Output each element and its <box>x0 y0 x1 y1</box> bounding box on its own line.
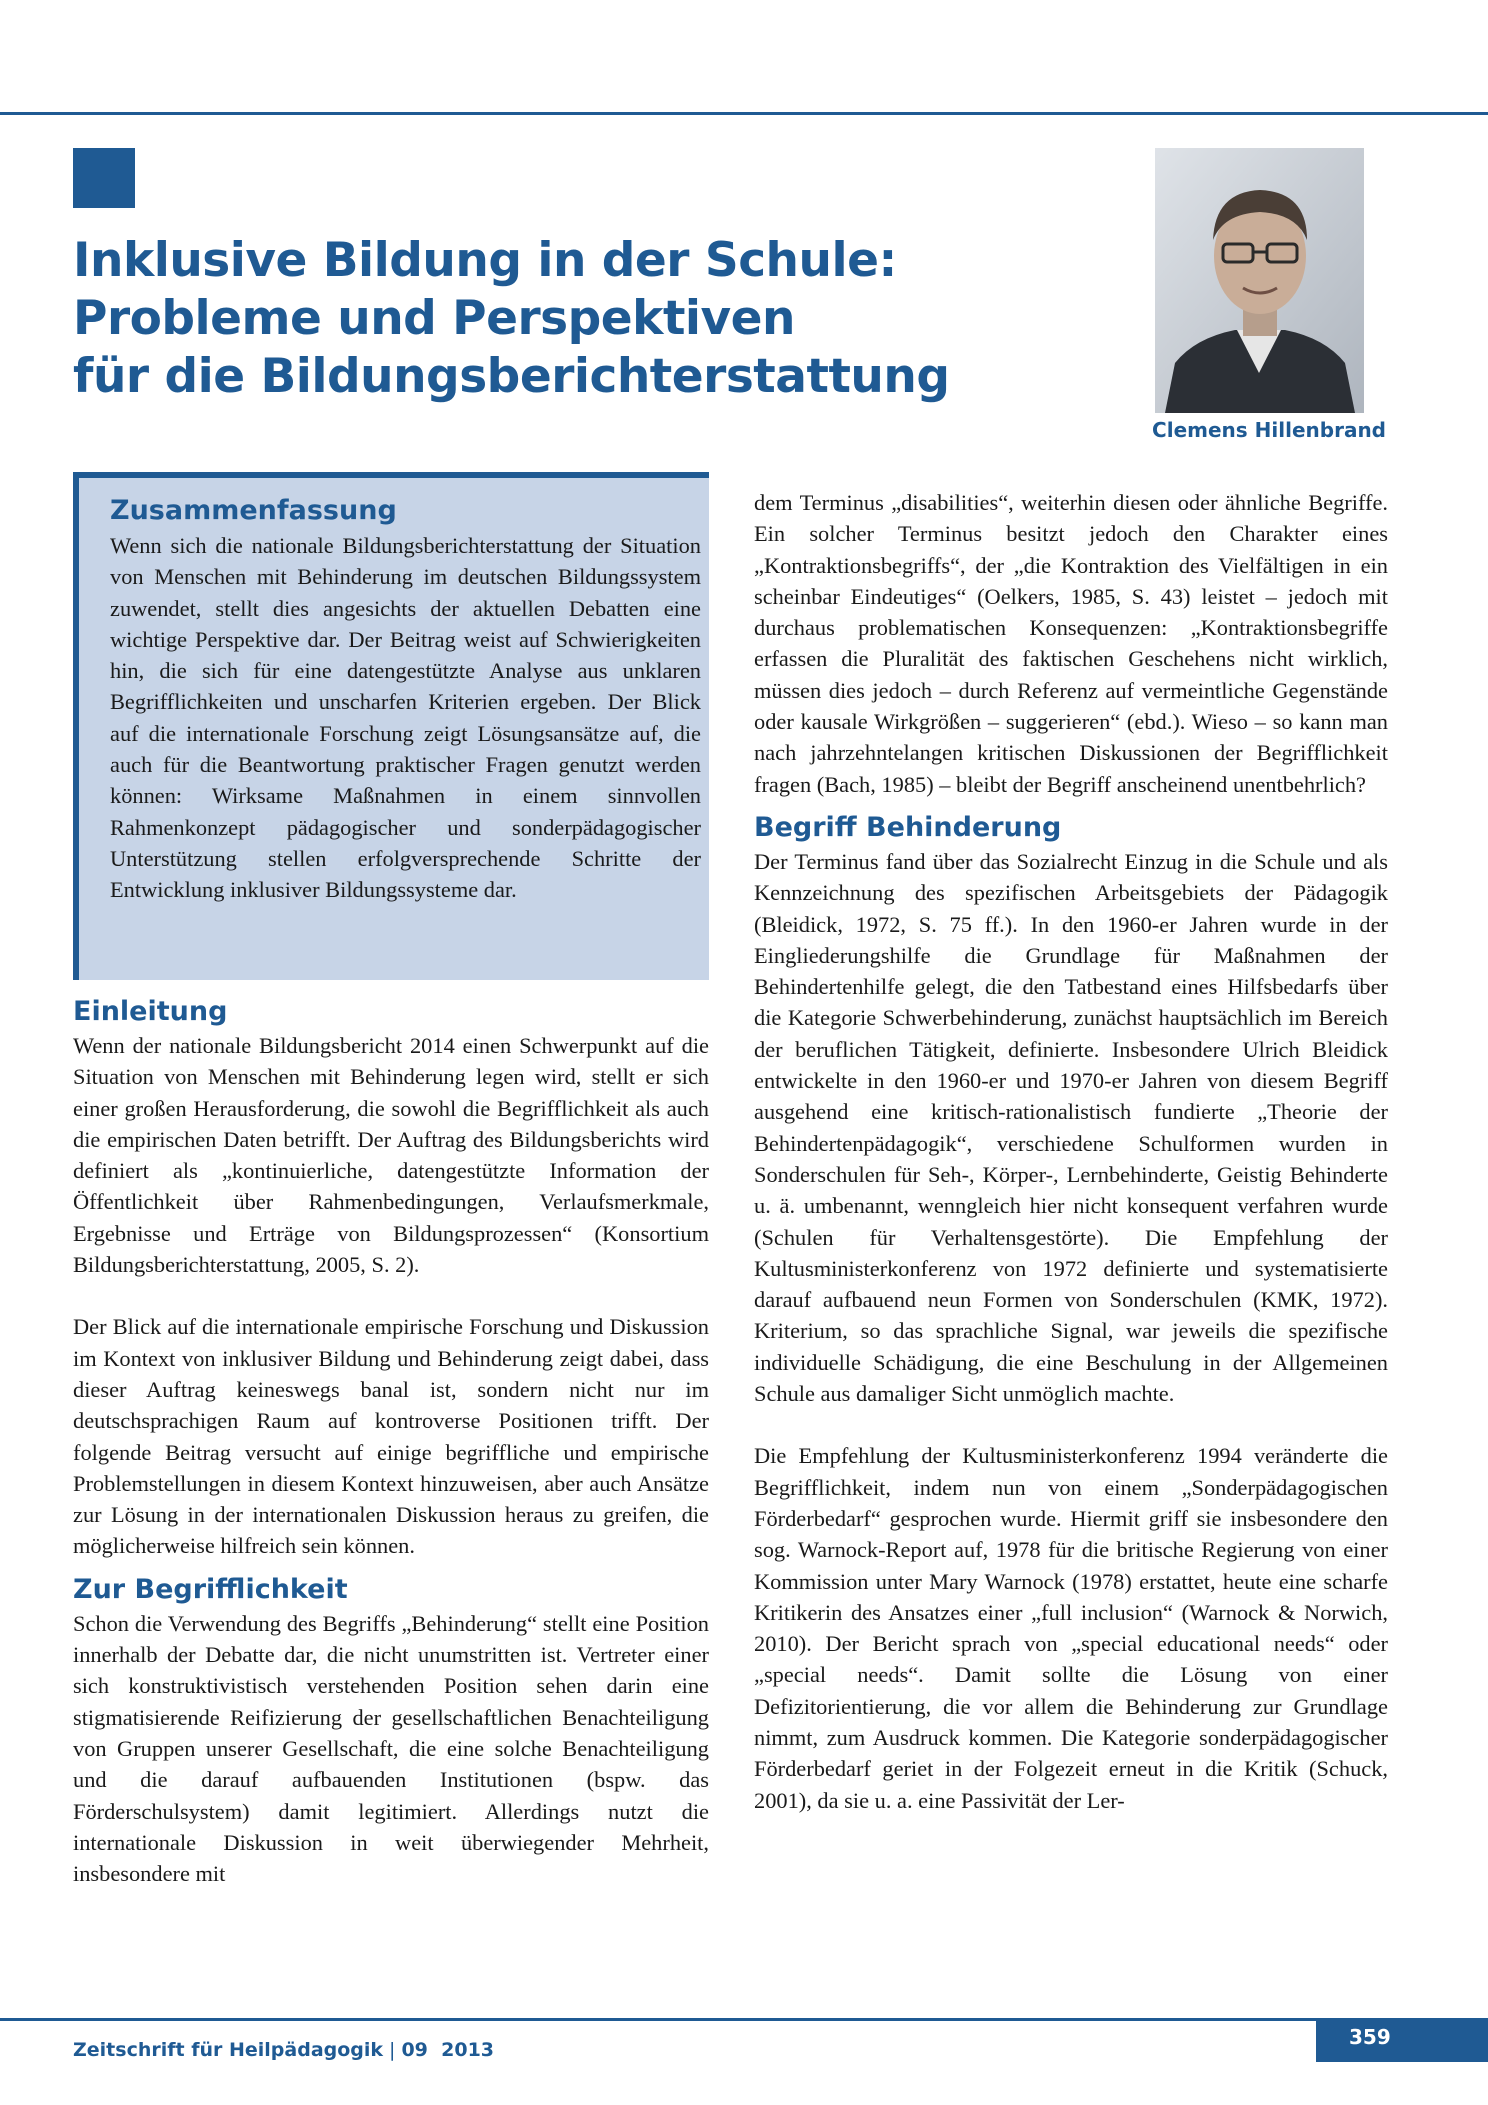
abstract-box <box>73 472 709 980</box>
title-line-2: Probleme und Perspektiven <box>73 291 795 346</box>
journal-name: Zeitschrift für Heilpädagogik <box>73 2039 384 2061</box>
footer-journal <box>73 2039 494 2061</box>
title-line-1: Inklusive Bildung in der Schule: <box>73 233 897 288</box>
right-column <box>754 487 1388 1816</box>
page-number-box <box>1316 2018 1488 2062</box>
abstract-heading: Zusammenfassung <box>110 495 397 526</box>
paragraph: dem Terminus „disabilities“, weiterhin diesen oder ähnliche Begriffe. Ein solcher Terminus besitzt jedoch den Charakter eines „Kontraktionsbegriffs“, der „die Kontraktion des Vielfältigen in ein scheinbar Eindeutiges“ (Oelkers, 1985, S. 43) leistet – jedoch mit durchaus problematischen Konsequenzen: „Kontraktionsbegriffe erfassen die Pluralität des faktischen Geschehens nicht wirklich, müssen dies jedoch – durch Referenz auf vermeintliche Gegenstände oder kausale Wirkgrößen – suggerieren“ (ebd.). Wieso – so kann man nach jahrzehntelangen kritischen Diskussionen der Begrifflichkeit fragen (Bach, 1985) – bleibt der Begriff anscheinend unentbehrlich? <box>754 490 1388 797</box>
paragraph: Der Terminus fand über das Sozialrecht Einzug in die Schule und als Kennzeichnung des spezifischen Arbeitsgebiets der Pädagogik (Bleidick, 1972, S. 75 ff.). In den 1960-er Jahren wurde in der Eingliederungshilfe die Grundlage für Maßnahmen der Behindertenhilfe gelegt, die den Tatbestand eines Hilfsbedarfs über die Kategorie Schwerbehinderung, zunächst hauptsächlich im Bereich der beruflichen Tätigkeit, definierte. Insbesondere Ulrich Bleidick entwickelte in den 1960-er und 1970-er Jahren von diesem Begriff ausgehend eine kritisch-rationalistisch fundierte „Theorie der Behindertenpädagogik“, verschiedene Schulformen wurden in Sonderschulen für Seh-, Körper-, Lernbehinderte, Geistig Behinderte u. ä. umbenannt, wenngleich hier nicht konsequent verfahren wurde (Schulen für Verhaltensgestörte). Die Empfehlung der Kultusministerkonferenz von 1972 definierte und systematisierte darauf aufbauend neun Formen von Sonderschulen (KMK, 1972). Kriterium, so das sprachliche Signal, war jeweils die spezifische individuelle Schädigung, die eine Beschulung in der Allgemeinen Schule aus damaliger Sicht unmöglich machte. <box>754 848 1388 1407</box>
author-photo <box>1155 148 1364 413</box>
title-marker-square <box>73 148 135 208</box>
author-name: Clemens Hillenbrand <box>1152 418 1386 442</box>
abstract-text: Wenn sich die nationale Bildungsberichterstattung der Situation von Menschen mit Behinderung im deutschen Bildungssystem zuwendet, stellt dies angesichts der aktuellen Debatten eine wichtige Perspektive dar. Der Beitrag weist auf Schwierigkeiten hin, die sich für eine datengestützte Analyse aus unklaren Begrifflichkeiten und unscharfen Kriterien ergeben. Der Blick auf die internationale Forschung zeigt Lösungsansätze auf, die auch für die Beantwortung praktischer Fragen genutzt werden können: Wirksame Maßnahmen in einem sinnvollen Rahmenkonzept pädagogischer und sonderpädagogischer Unterstützung stellen erfolgversprechende Schritte der Entwicklung inklusiver Bildungssysteme dar. <box>110 533 701 903</box>
section-heading-behinderung: Begriff Behinderung <box>754 811 1062 843</box>
paragraph: Wenn der nationale Bildungsbericht 2014 einen Schwerpunkt auf die Situation von Menschen mit Behinderung legen wird, stellt er sich einer großen Herausforderung, die sowohl die Begrifflichkeit als auch die empirischen Daten betrifft. Der Auftrag des Bildungsberichts wird definiert als „kontinuierliche, datengestützte Information der Öffentlichkeit über Rahmenbedingungen, Verlaufsmerkmale, Ergebnisse und Erträge von Bildungsprozessen“ (Konsortium Bildungsberichterstattung, 2005, S. 2). <box>73 1033 709 1278</box>
paragraph: Der Blick auf die internationale empirische Forschung und Diskussion im Kontext von inklusiver Bildung und Behinderung zeigt dabei, dass dieser Auftrag keineswegs banal ist, sondern nicht nur im deutschsprachigen Raum auf kontroverse Positionen trifft. Der folgende Beitrag versucht auf einige begriffliche und empirische Problemstellungen in diesem Kontext hinzuweisen, aber auch Ansätze zur Lösung in der internationalen Diskussion heraus zu greifen, die möglicherweise hilfreich sein können. <box>73 1314 709 1559</box>
paragraph: Die Empfehlung der Kultusministerkonferenz 1994 veränderte die Begrifflichkeit, indem nun von einem „Sonderpädagogischen Förderbedarf“ gesprochen wurde. Hiermit griff sie insbesondere den sog. Warnock-Report auf, 1978 für die britische Regierung von einer Kommission unter Mary Warnock (1978) erstattet, heute eine scharfe Kritikerin des Ansatzes einer „full inclusion“ (Warnock & Norwich, 2010). Der Bericht sprach von „special educational needs“ oder „special needs“. Damit sollte die Lösung von einer Defizitorientierung, die vor allem die Behinderung zur Grundlage nimmt, zum Ausdruck kommen. Die Kategorie sonderpädagogischer Förderbedarf geriet in der Folgezeit erneut in die Kritik (Schuck, 2001), da sie u. a. eine Passivität der Ler- <box>754 1443 1388 1813</box>
left-column <box>73 472 709 1889</box>
title-line-3: für die Bildungsberichterstattung <box>73 349 950 404</box>
article-title <box>73 232 1073 406</box>
author-portrait-image <box>1155 148 1364 413</box>
top-rule <box>0 112 1488 115</box>
footer-rule <box>0 2018 1488 2021</box>
footer-separator: | <box>389 2039 396 2061</box>
paragraph: Schon die Verwendung des Begriffs „Behinderung“ stellt eine Position innerhalb der Debatte dar, die nicht unumstritten ist. Vertreter einer sich konstruktivistisch verstehenden Position sehen darin eine stigmatisierende Reifizierung der gesellschaftlichen Benachteiligung von Gruppen unserer Gesellschaft, die eine solche Benachteiligung und die darauf aufbauenden Institutionen (bspw. das Förderschulsystem) damit legitimiert. Allerdings nutzt die internationale Diskussion in weit überwiegender Mehrheit, insbesondere mit <box>73 1610 709 1887</box>
journal-issue: 09 2013 <box>401 2039 495 2061</box>
page-number: 359 <box>1349 2025 1391 2049</box>
section-heading-einleitung: Einleitung <box>73 996 228 1027</box>
section-heading-begrifflichkeit: Zur Begrifflichkeit <box>73 1573 348 1605</box>
